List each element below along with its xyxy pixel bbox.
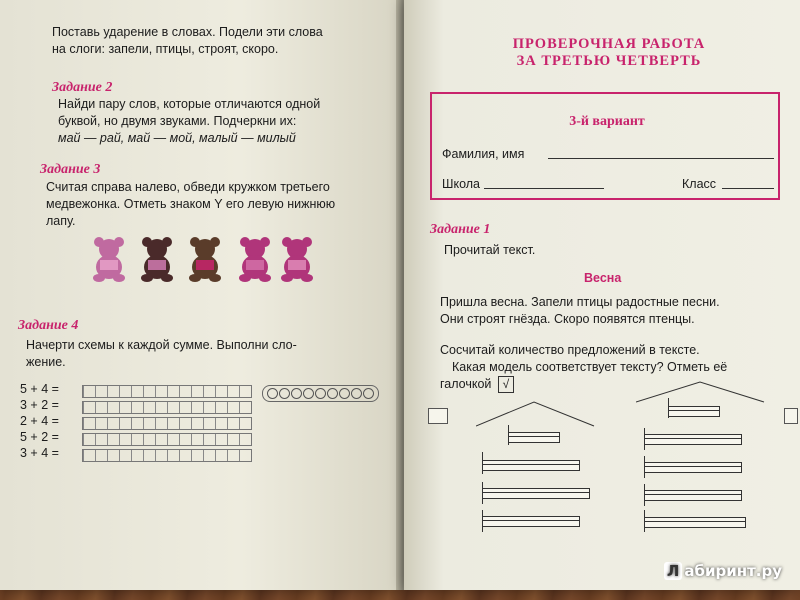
check-symbol: √	[498, 376, 514, 393]
task2-line-3: май — рай, май — мой, малый — милый	[58, 131, 296, 145]
task3-line-3: лапу.	[46, 214, 76, 228]
model-a-bar-3	[482, 488, 590, 499]
title-line-2: ЗА ТРЕТЬЮ ЧЕТВЕРТЬ	[516, 53, 702, 69]
task4-heading: Задание 4	[18, 318, 79, 333]
circle-5	[315, 388, 326, 399]
task3-line-2: медвежонка. Отметь знаком Y его левую нижнюю	[46, 197, 336, 211]
intro-line-2: на слоги: запели, птицы, строят, скоро.	[52, 42, 279, 56]
circle-7	[339, 388, 350, 399]
model-b-bar-5	[644, 517, 746, 528]
bear-4	[234, 234, 276, 282]
circle-3	[291, 388, 302, 399]
question-line-2: Какая модель соответствует тексту? Отметь её	[452, 360, 728, 374]
watermark-logo: Л	[664, 562, 682, 580]
task2-heading: Задание 2	[52, 80, 113, 95]
intro-line-1: Поставь ударение в словах. Подели эти слова	[52, 25, 323, 39]
sum-grid-2[interactable]	[82, 401, 252, 414]
task3-heading: Задание 3	[40, 162, 101, 177]
task1-instruction: Прочитай текст.	[444, 243, 536, 257]
text-title: Весна	[584, 271, 622, 285]
sum-label-1: 5 + 4 =	[20, 382, 59, 396]
variant-label: 3-й вариант	[569, 114, 645, 129]
bear-2	[136, 234, 178, 282]
surname-label: Фамилия, имя	[442, 147, 525, 161]
model-b-bar-4	[644, 490, 742, 501]
question-line-3-text: галочкой	[440, 377, 492, 391]
text-line-1: Пришла весна. Запели птицы радостные песни.	[440, 295, 720, 309]
class-label: Класс	[682, 177, 717, 191]
circle-8	[351, 388, 362, 399]
model-a-checkbox[interactable]	[428, 408, 448, 424]
model-b-checkbox[interactable]	[784, 408, 798, 424]
circle-2	[279, 388, 290, 399]
sum-grid-1[interactable]	[82, 385, 252, 398]
sum-label-2: 3 + 2 =	[20, 398, 59, 412]
sum-label-5: 3 + 4 =	[20, 446, 59, 460]
task2-line-1: Найди пару слов, которые отличаются одной	[58, 97, 321, 111]
model-a-bar-4	[482, 516, 580, 527]
class-field[interactable]	[722, 188, 774, 189]
task4-line-2: жение.	[26, 355, 66, 369]
task2-line-2: буквой, но двумя звуками. Подчеркни их:	[58, 114, 297, 128]
question-line-1: Сосчитай количество предложений в тексте.	[440, 343, 700, 357]
task4-line-1: Начерти схемы к каждой сумме. Выполни сло-	[26, 338, 297, 352]
sum-grid-4[interactable]	[82, 433, 252, 446]
school-label: Школа	[442, 177, 480, 191]
model-b-bar-1	[668, 406, 720, 417]
sum-label-4: 5 + 2 =	[20, 430, 59, 444]
bear-5	[276, 234, 318, 282]
question-line-3	[440, 376, 514, 393]
model-a-bar-2	[482, 460, 580, 471]
circle-9	[363, 388, 374, 399]
labirint-watermark	[664, 562, 782, 580]
model-a-roof	[476, 398, 596, 428]
circles-scheme	[262, 385, 379, 402]
model-b-bar-2	[644, 434, 742, 445]
circle-6	[327, 388, 338, 399]
task3-line-1: Считая справа налево, обведи кружком третьего	[46, 180, 330, 194]
sum-grid-5[interactable]	[82, 449, 252, 462]
watermark-text: абиринт.ру	[684, 562, 782, 580]
student-info-box	[430, 92, 780, 200]
task1-heading: Задание 1	[430, 222, 491, 237]
left-page	[0, 0, 402, 590]
circle-1	[267, 388, 278, 399]
model-a-bar-1	[508, 432, 560, 443]
school-field[interactable]	[484, 188, 604, 189]
title-line-1: ПРОВЕРОЧНАЯ РАБОТА	[512, 36, 706, 52]
bear-3	[184, 234, 226, 282]
text-line-2: Они строят гнёзда. Скоро появятся птенцы.	[440, 312, 695, 326]
sum-label-3: 2 + 4 =	[20, 414, 59, 428]
right-page	[404, 0, 800, 590]
model-b-bar-3	[644, 462, 742, 473]
surname-field[interactable]	[548, 158, 774, 159]
sum-grid-3[interactable]	[82, 417, 252, 430]
model-b-roof	[636, 380, 766, 404]
circle-4	[303, 388, 314, 399]
bear-1	[88, 234, 130, 282]
